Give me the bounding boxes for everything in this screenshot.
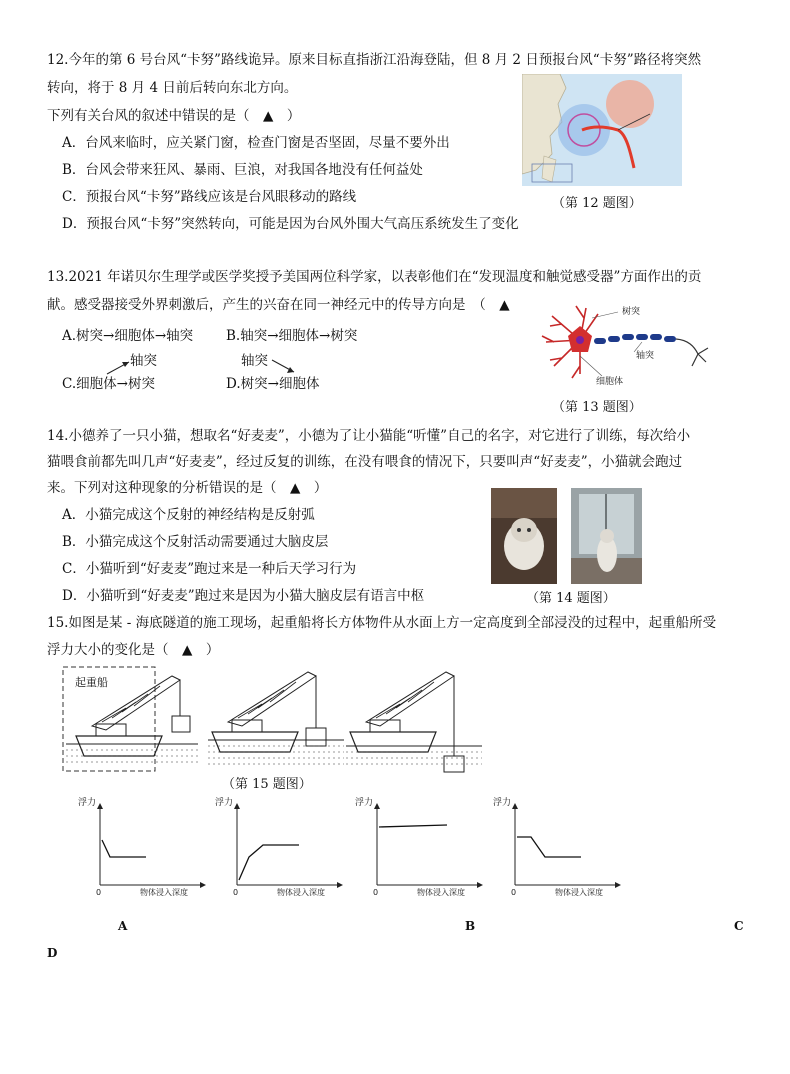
graph-x-label: 物体浸入深度 bbox=[555, 888, 603, 897]
buoyancy-curve bbox=[239, 845, 299, 880]
q13-option-a: A.树突→细胞体→轴突 bbox=[62, 328, 194, 344]
q14-line-3: 来。下列对这种现象的分析错误的是（ ▲ ） bbox=[47, 480, 328, 496]
q14-option-a: A．小猫完成这个反射的神经结构是反射弧 bbox=[62, 507, 315, 523]
crane-ship-figure-3 bbox=[344, 666, 484, 774]
cat-photo-1 bbox=[491, 488, 557, 584]
graph-y-label: 浮力 bbox=[78, 798, 97, 808]
q13-line-1: 13.2021 年诺贝尔生理学或医学奖授予美国两位科学家，以表彰他们在“发现温度和触觉感受器”方面作出的贡 bbox=[47, 269, 702, 285]
neuron-diagram bbox=[532, 296, 732, 386]
buoyancy-curve bbox=[517, 837, 581, 857]
q15-line-2: 浮力大小的变化是（ ▲ ） bbox=[47, 642, 220, 658]
q14-line-2: 猫喂食前都先叫几声“好麦麦”，经过反复的训练，在没有喂食的情况下，只要叫声“好麦麦”，小猫就会跑过 bbox=[47, 454, 683, 470]
q12-option-a: A．台风来临时，应关紧门窗，检查门窗是否坚固，尽量不要外出 bbox=[62, 135, 450, 151]
graph-x-label: 物体浸入深度 bbox=[140, 888, 188, 897]
q14-option-b: B．小猫完成这个反射活动需要通过大脑皮层 bbox=[62, 534, 329, 550]
q12-figure-caption: （第 12 题图） bbox=[552, 196, 642, 211]
typhoon-map-image bbox=[522, 74, 682, 186]
answer-label-d: D bbox=[47, 946, 58, 960]
cat-photo-2 bbox=[571, 488, 642, 584]
q12-line-2: 转向，将于 8 月 4 日前后转向东北方向。 bbox=[47, 80, 298, 96]
q13-option-d-top: 轴突 bbox=[241, 353, 268, 369]
q13-option-d-arrow bbox=[270, 356, 300, 378]
q13-option-c-top: 轴突 bbox=[130, 353, 157, 369]
q13-option-c-arrow bbox=[105, 356, 135, 378]
q12-option-d: D．预报台风“卡努”突然转向，可能是因为台风外围大气高压系统发生了变化 bbox=[62, 216, 519, 232]
neuron-label-axon: 轴突 bbox=[636, 351, 655, 361]
buoyancy-graph-d bbox=[483, 795, 623, 901]
crane-ship-figure-2 bbox=[206, 666, 346, 774]
q14-option-d: D．小猫听到“好麦麦”跑过来是因为小猫大脑皮层有语言中枢 bbox=[62, 588, 425, 604]
graph-y-label: 浮力 bbox=[355, 798, 374, 808]
crane-ship-figure-1 bbox=[62, 666, 202, 774]
neuron-label-soma: 细胞体 bbox=[596, 377, 624, 386]
buoyancy-curve bbox=[102, 840, 146, 857]
graph-origin-label: 0 bbox=[233, 888, 239, 897]
buoyancy-graph-b bbox=[205, 795, 345, 901]
graph-origin-label: 0 bbox=[511, 888, 517, 897]
answer-label-c: C bbox=[734, 919, 744, 933]
graph-y-label: 浮力 bbox=[493, 798, 512, 808]
answer-label-b: B bbox=[465, 919, 476, 933]
q14-line-1: 14.小德养了一只小猫，想取名“好麦麦”，小德为了让小猫能“听懂”自己的名字，对它进行了训练，每次给小 bbox=[47, 428, 691, 444]
neuron-label-dendrite: 树突 bbox=[622, 307, 641, 317]
q12-line-1: 12.今年的第 6 号台风“卡努”路线诡异。原来目标直指浙江沿海登陆，但 8 月 2 日预报台风“卡努”路径将突然 bbox=[47, 52, 702, 68]
q15-line-1: 15.如图是某 - 海底隧道的施工现场，起重船将长方体物件从水面上方一定高度到全部浸没的过程中，起重船所受 bbox=[47, 615, 717, 631]
x-axis-arrow bbox=[337, 882, 343, 888]
buoyancy-curve bbox=[379, 825, 447, 827]
y-axis-arrow bbox=[97, 803, 103, 809]
q12-stem: 下列有关台风的叙述中错误的是（ ▲ ） bbox=[47, 108, 301, 124]
q13-option-b: B.轴突→细胞体→树突 bbox=[226, 328, 358, 344]
q15-figure-caption: （第 15 题图） bbox=[222, 777, 312, 792]
y-axis-arrow bbox=[374, 803, 380, 809]
y-axis-arrow bbox=[234, 803, 240, 809]
q13-option-c: C.细胞体→树突 bbox=[62, 376, 155, 392]
q14-figure-caption: （第 14 题图） bbox=[526, 591, 616, 606]
q13-figure-caption: （第 13 题图） bbox=[552, 400, 642, 415]
graph-origin-label: 0 bbox=[96, 888, 102, 897]
graph-origin-label: 0 bbox=[373, 888, 379, 897]
q12-option-b: B．台风会带来狂风、暴雨、巨浪，对我国各地没有任何益处 bbox=[62, 162, 423, 178]
q13-option-d: D.树突→细胞体 bbox=[226, 376, 320, 392]
q13-line-2: 献。感受器接受外界刺激后，产生的兴奋在同一神经元中的传导方向是 （ ▲ bbox=[47, 297, 510, 313]
graph-x-label: 物体浸入深度 bbox=[417, 888, 465, 897]
y-axis-arrow bbox=[512, 803, 518, 809]
q14-option-c: C．小猫听到“好麦麦”跑过来是一种后天学习行为 bbox=[62, 561, 357, 577]
x-axis-arrow bbox=[615, 882, 621, 888]
buoyancy-graph-c bbox=[345, 795, 485, 901]
crane-ship-label: 起重船 bbox=[75, 676, 108, 689]
graph-y-label: 浮力 bbox=[215, 798, 234, 808]
q12-option-c: C．预报台风“卡努”路线应该是台风眼移动的路线 bbox=[62, 189, 357, 205]
answer-label-a: A bbox=[118, 919, 128, 933]
buoyancy-graph-a bbox=[68, 795, 208, 901]
graph-x-label: 物体浸入深度 bbox=[277, 888, 325, 897]
